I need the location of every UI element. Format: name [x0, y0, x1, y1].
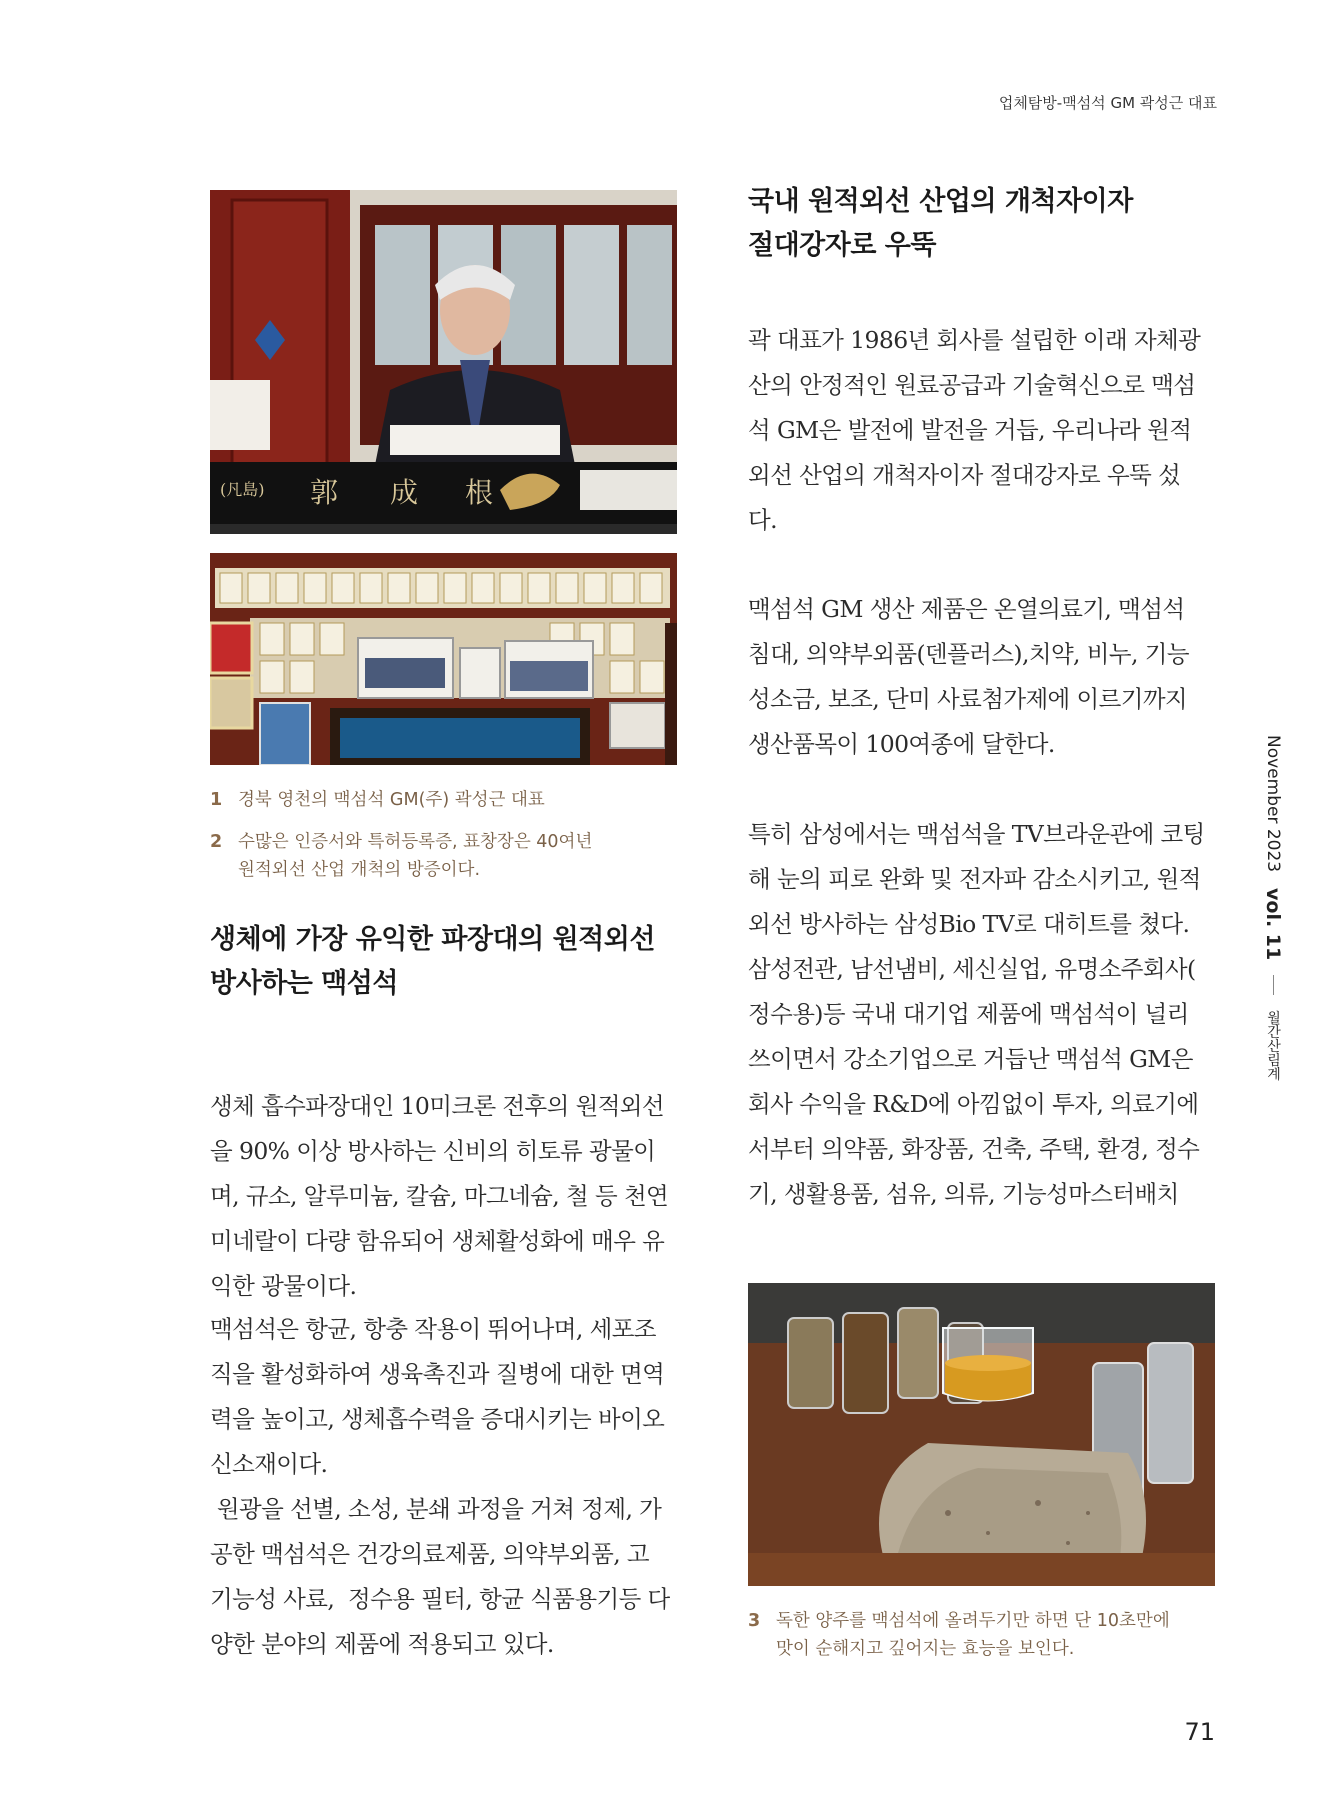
- sidebar-issue-info: [1262, 735, 1284, 1081]
- photo-mineral-with-liquor: [748, 1283, 1215, 1586]
- paragraph: [210, 1084, 680, 1309]
- text-line: 원광을 선별, 소성, 분쇄 과정을 거쳐 정제, 가: [210, 1495, 662, 1523]
- magazine-name: 월간산림계: [1265, 1010, 1281, 1081]
- text-line: 양한 분야의 제품에 적용되고 있다.: [210, 1630, 554, 1658]
- paragraph: [748, 587, 1215, 767]
- caption-2: [210, 828, 592, 884]
- text-line: 익한 광물이다.: [210, 1272, 357, 1300]
- text-line: 침대, 의약부외품(덴플러스),치약, 비누, 기능: [748, 640, 1189, 668]
- text-line: 곽 대표가 1986년 회사를 설립한 이래 자체광: [748, 326, 1201, 354]
- section-heading-left: [210, 918, 655, 1006]
- text-line: 기능성 사료, 정수용 필터, 항균 식품용기등 다: [210, 1585, 670, 1613]
- text-line: 성소금, 보조, 단미 사료첨가제에 이르기까지: [748, 685, 1188, 713]
- text-line: 맥섬석은 항균, 항충 작용이 뛰어나며, 세포조: [210, 1315, 656, 1343]
- nameplate-prefix: (凡島): [220, 480, 265, 499]
- text-line: 생체 흡수파장대인 10미크론 전후의 원적외선: [210, 1092, 665, 1120]
- paragraph: [210, 1487, 680, 1667]
- nameplate-char-3: 根: [465, 476, 494, 509]
- photo-certificates-wall: [210, 553, 677, 765]
- nameplate-char-2: 成: [390, 476, 419, 509]
- caption-3: [748, 1607, 1170, 1663]
- text-line: 력을 높이고, 생체흡수력을 증대시키는 바이오: [210, 1405, 665, 1433]
- text-line: 서부터 의약품, 화장품, 건축, 주택, 환경, 정수: [748, 1135, 1200, 1163]
- text-line: 정수용)등 국내 대기업 제품에 맥섬석이 널리: [748, 1000, 1189, 1028]
- issue-volume: vol. 11: [1262, 887, 1284, 960]
- text-line: 다.: [748, 506, 777, 534]
- text-line: 맥섬석 GM 생산 제품은 온열의료기, 맥섬석: [748, 595, 1185, 623]
- caption-text: 경북 영천의 맥섬석 GM(주) 곽성근 대표: [238, 790, 545, 810]
- text-line: 기, 생활용품, 섬유, 의류, 기능성마스터배치: [748, 1180, 1179, 1208]
- text-line: 외선 방사하는 삼성Bio TV로 대히트를 쳤다.: [748, 910, 1190, 938]
- section-heading-right: [748, 180, 1133, 268]
- caption-text: 맛이 순해지고 깊어지는 효능을 보인다.: [776, 1639, 1075, 1659]
- text-line: 산의 안정적인 원료공급과 기술혁신으로 맥섬: [748, 371, 1196, 399]
- text-line: 공한 맥섬석은 건강의료제품, 의약부외품, 고: [210, 1540, 650, 1568]
- photo-ceo-at-desk: [210, 190, 677, 534]
- text-line: 생산품목이 100여종에 달한다.: [748, 730, 1055, 758]
- text-line: 회사 수익을 R&D에 아낌없이 투자, 의료기에: [748, 1090, 1199, 1118]
- text-line: 외선 산업의 개척자이자 절대강자로 우뚝 섰: [748, 461, 1181, 489]
- text-line: 해 눈의 피로 완화 및 전자파 감소시키고, 원적: [748, 865, 1201, 893]
- caption-1: [210, 786, 545, 814]
- heading-line: 방사하는 맥섬석: [210, 968, 398, 999]
- caption-number: 3: [748, 1611, 761, 1631]
- text-line: 미네랄이 다량 함유되어 생체활성화에 매우 유: [210, 1227, 665, 1255]
- issue-month-year: November 2023: [1263, 735, 1283, 873]
- nameplate-char-1: 郭: [310, 476, 339, 509]
- caption-text: 독한 양주를 맥섬석에 올려두기만 하면 단 10초만에: [776, 1611, 1170, 1631]
- paragraph: [748, 318, 1215, 543]
- text-line: 석 GM은 발전에 발전을 거듭, 우리나라 원적: [748, 416, 1192, 444]
- caption-text: 수많은 인증서와 특허등록증, 표창장은 40여년: [238, 832, 593, 852]
- text-line: 을 90% 이상 방사하는 신비의 히토류 광물이: [210, 1137, 656, 1165]
- heading-line: 생체에 가장 유익한 파장대의 원적외선: [210, 924, 655, 955]
- paragraph: [748, 812, 1215, 1217]
- divider: [1273, 975, 1274, 995]
- paragraph: [210, 1307, 680, 1487]
- text-line: 삼성전관, 남선냄비, 세신실업, 유명소주회사(: [748, 955, 1196, 983]
- text-line: 쓰이면서 강소기업으로 거듭난 맥섬석 GM은: [748, 1045, 1193, 1073]
- caption-number: 1: [210, 790, 223, 810]
- text-line: 며, 규소, 알루미늄, 칼슘, 마그네슘, 철 등 천연: [210, 1182, 669, 1210]
- caption-text: 원적외선 산업 개척의 방증이다.: [238, 860, 481, 880]
- heading-line: 국내 원적외선 산업의 개척자이자: [748, 186, 1133, 217]
- caption-number: 2: [210, 832, 223, 852]
- text-line: 신소재이다.: [210, 1450, 328, 1478]
- page-number: 71: [1184, 1718, 1215, 1746]
- heading-line: 절대강자로 우뚝: [748, 230, 936, 261]
- running-header: 업체탐방-맥섬석 GM 곽성근 대표: [998, 94, 1217, 112]
- text-line: 직을 활성화하여 생육촉진과 질병에 대한 면역: [210, 1360, 665, 1388]
- text-line: 특히 삼성에서는 맥섬석을 TV브라운관에 코팅: [748, 820, 1205, 848]
